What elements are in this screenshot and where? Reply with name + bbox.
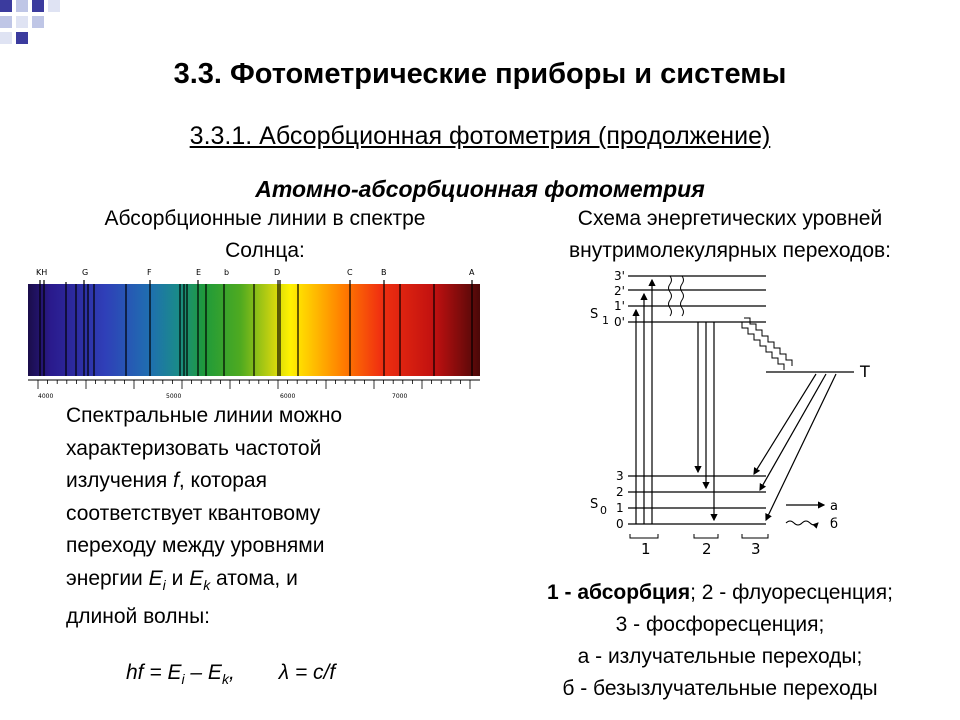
desc-line6 bbox=[66, 563, 446, 602]
diagram-legend bbox=[470, 577, 960, 705]
desc-line4: соответствует квантовому bbox=[66, 501, 321, 525]
slide-title: 3.3. Фотометрические приборы и системы bbox=[173, 58, 787, 90]
desc-line3-pre: излучения bbox=[66, 469, 174, 492]
solar-spectrum-image bbox=[28, 262, 480, 402]
s1-level-1: 1' bbox=[614, 299, 625, 313]
corner-decoration bbox=[0, 0, 80, 60]
energy-symbol-ek: E bbox=[189, 566, 204, 590]
energy-sub-i: i bbox=[162, 576, 166, 593]
slide-subtitle: 3.3.1. Абсорбционная фотометрия (продолжение) bbox=[189, 122, 771, 150]
formula-part2: – E bbox=[184, 661, 222, 684]
desc-line7: длиной волны: bbox=[66, 605, 210, 629]
desc-line6-post: атома, и bbox=[210, 566, 298, 590]
spectral-lines-description bbox=[66, 400, 446, 634]
spectrum-caption-line2: Солнца: bbox=[225, 239, 305, 262]
legend-phosphorescence: 3 - фосфоресценция; bbox=[615, 613, 825, 636]
formula-sub-k: k bbox=[221, 671, 229, 688]
transition-label-2: 2 bbox=[702, 540, 712, 558]
desc-line6-mid: и bbox=[165, 566, 190, 590]
formula-wavelength: λ = c/f bbox=[278, 661, 336, 684]
spectrum-label-b: b bbox=[224, 268, 230, 277]
spectrum-label-bb: B bbox=[381, 268, 387, 277]
legend-radiative: а - излучательные переходы; bbox=[577, 645, 863, 668]
desc-line1: Спектральные линии можно bbox=[66, 404, 343, 427]
legend-nonradiative: б - безызлучательные переходы bbox=[562, 677, 878, 700]
diagram-caption bbox=[500, 203, 960, 267]
legend-absorption: 1 - абсорбция bbox=[547, 581, 691, 604]
spectrum-caption bbox=[40, 203, 490, 267]
spectrum-label-c: C bbox=[347, 268, 353, 277]
scale-label-6000: 6000 bbox=[280, 393, 296, 400]
scale-label-4000: 4000 bbox=[38, 393, 54, 400]
s0-subscript: 0 bbox=[600, 504, 607, 517]
desc-line2: характеризовать частотой bbox=[66, 436, 322, 460]
legend-a-label: а bbox=[830, 499, 838, 514]
transition-label-3: 3 bbox=[751, 540, 761, 558]
spectrum-label-g: G bbox=[82, 268, 89, 277]
energy-symbol-ei: E bbox=[148, 566, 163, 590]
formula-sub-i: i bbox=[181, 671, 185, 688]
formula-part3: , bbox=[228, 661, 235, 684]
s1-subscript: 1 bbox=[602, 314, 609, 327]
energy-sub-k: k bbox=[203, 576, 211, 593]
diagram-caption-line2: внутримолекулярных переходов: bbox=[568, 239, 891, 262]
transition-label-1: 1 bbox=[641, 540, 651, 558]
spectrum-label-e: E bbox=[196, 268, 202, 277]
spectrum-label-f: F bbox=[147, 268, 152, 277]
spectrum-label-a: A bbox=[469, 268, 475, 277]
desc-line6-pre: энергии bbox=[66, 566, 149, 590]
s1-label: S bbox=[590, 307, 599, 322]
desc-line5: переходу между уровнями bbox=[66, 534, 325, 557]
frequency-symbol: f bbox=[173, 469, 179, 492]
s0-level-0: 0 bbox=[616, 517, 624, 531]
formula-part1: hf = E bbox=[126, 661, 182, 684]
scale-label-5000: 5000 bbox=[166, 393, 182, 400]
spectrum-caption-line1: Абсорбционные линии в спектре bbox=[104, 207, 426, 230]
desc-line3 bbox=[66, 465, 446, 498]
section-heading: Атомно-абсорбционная фотометрия bbox=[255, 176, 705, 202]
scale-label-7000: 7000 bbox=[392, 393, 408, 400]
legend-b-label: б bbox=[830, 517, 839, 532]
s0-level-2: 2 bbox=[616, 485, 624, 499]
s1-level-2: 2' bbox=[614, 284, 625, 298]
s0-level-1: 1 bbox=[616, 501, 624, 515]
triplet-label: T bbox=[860, 362, 870, 381]
spectrum-label-kh: KH bbox=[36, 268, 48, 277]
energy-level-diagram bbox=[586, 262, 886, 562]
s1-level-0: 0' bbox=[614, 315, 625, 329]
legend-line1 bbox=[470, 577, 960, 609]
desc-line3-post: , которая bbox=[178, 469, 267, 492]
s0-level-3: 3 bbox=[616, 469, 624, 483]
spectrum-label-d: D bbox=[274, 268, 281, 277]
legend-fluorescence: ; 2 - флуоресценция; bbox=[690, 581, 893, 604]
s1-level-3: 3' bbox=[614, 269, 625, 283]
diagram-caption-line1: Схема энергетических уровней bbox=[577, 207, 883, 230]
formula bbox=[126, 661, 335, 687]
s0-label: S bbox=[590, 497, 599, 512]
